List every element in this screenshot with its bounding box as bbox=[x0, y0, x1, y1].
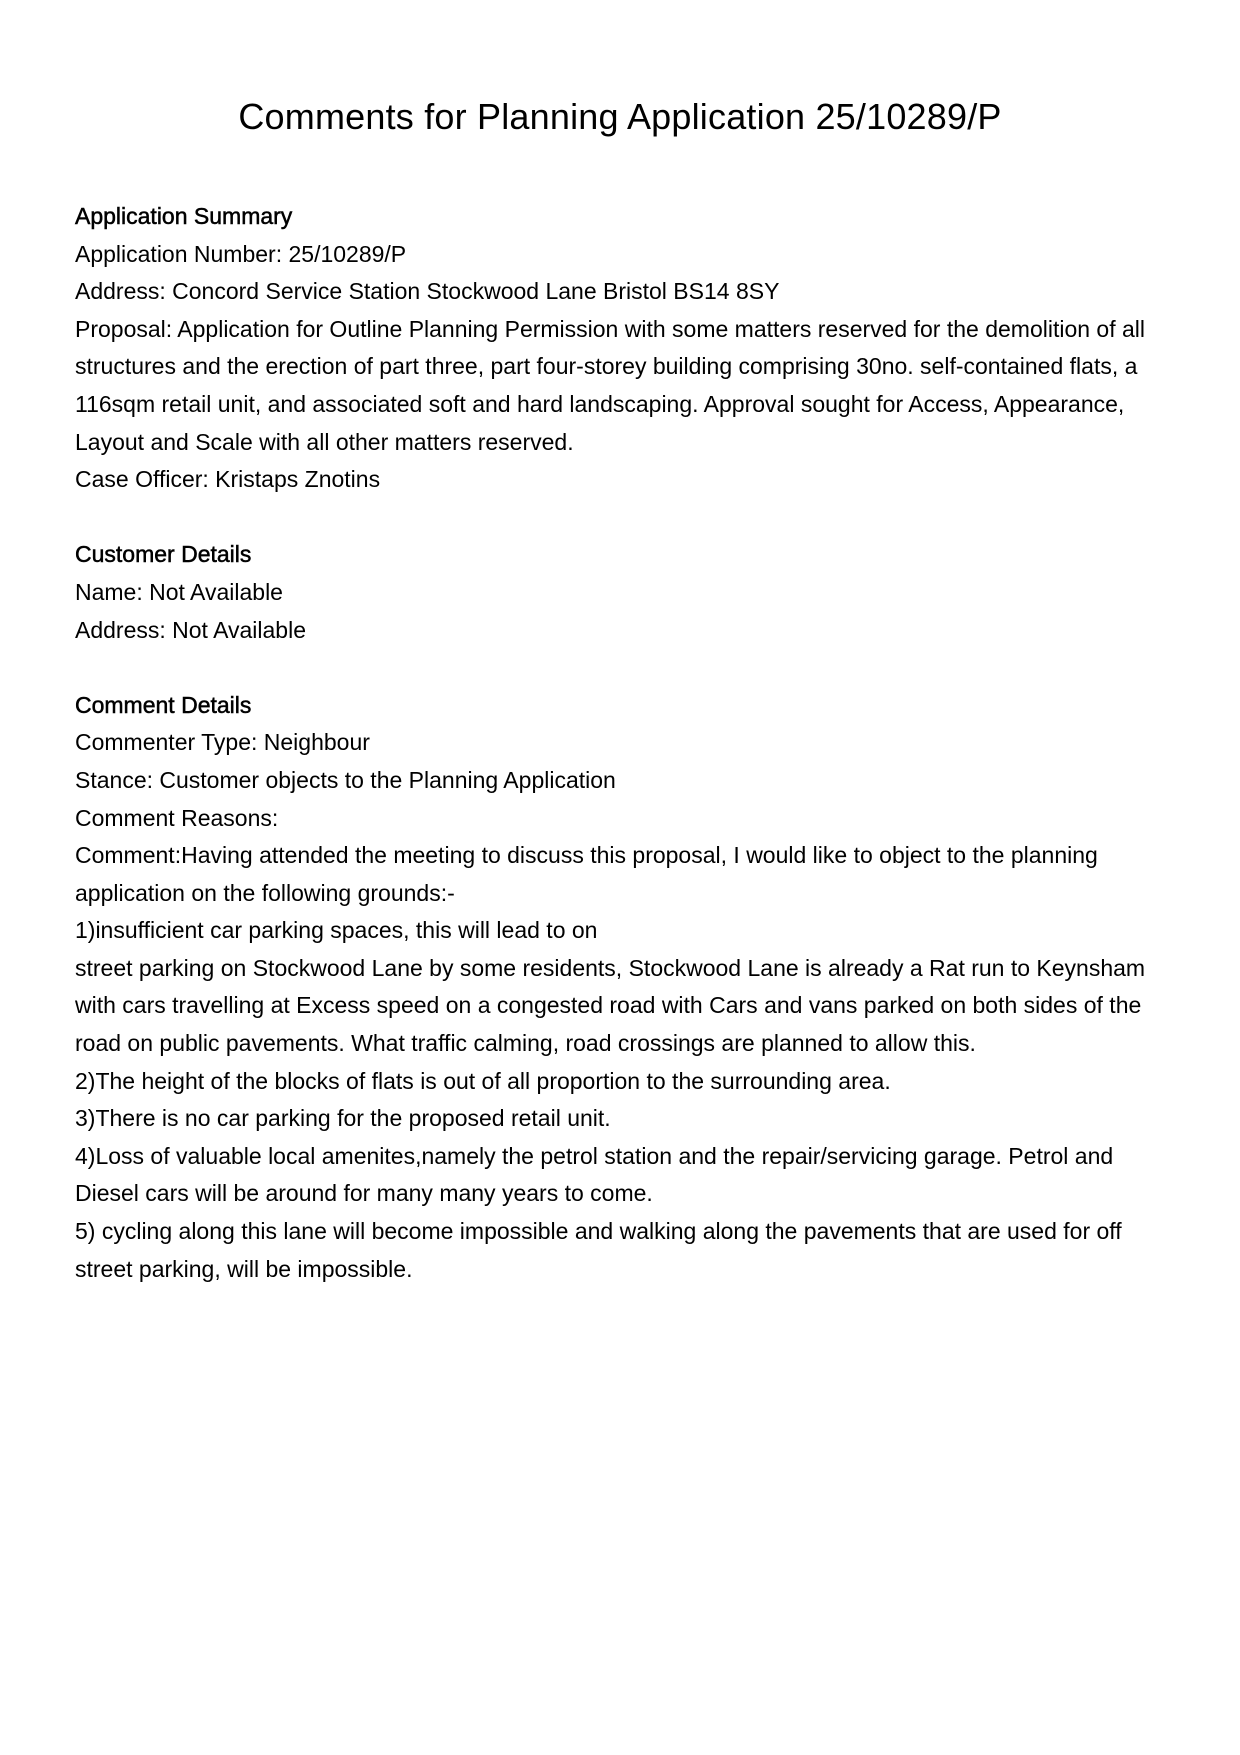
comment-details-section bbox=[75, 687, 1175, 1289]
application-summary-heading: Application Summary bbox=[75, 203, 293, 229]
customer-details-section bbox=[75, 536, 1175, 649]
comment-line: 1)insufficient car parking spaces, this will lead to on bbox=[75, 917, 598, 944]
application-summary-section bbox=[75, 198, 1175, 499]
customer-address: Address: Not Available bbox=[75, 616, 306, 643]
comment-line: Comment:Having attended the meeting to discuss this proposal, I would like to object to the planning bbox=[75, 842, 1098, 869]
comment-stance: Stance: Customer objects to the Planning Application bbox=[75, 766, 616, 793]
customer-details-heading: Customer Details bbox=[75, 541, 252, 568]
application-address: Address: Concord Service Station Stockwood Lane Bristol BS14 8SY bbox=[75, 278, 780, 305]
customer-name: Name: Not Available bbox=[75, 578, 283, 605]
case-officer: Case Officer: Kristaps Znotins bbox=[75, 466, 381, 493]
comment-line: 4)Loss of valuable local amenites,namely the petrol station and the repair/servicing garage. Petrol and Diesel cars will be around for many many years to come. bbox=[75, 1142, 1114, 1207]
application-proposal: Proposal: Application for Outline Planning Permission with some matters reserved for the demolition of all structures and the erection of part three, part four-storey building comprising 30no. self-contained flats, a 116sqm retail unit, and associated soft and hard landscaping. Approval sought for Access, Appearance, Layout and Scale with all other matters reserved. bbox=[75, 315, 1146, 455]
comment-line: street parking on Stockwood Lane by some residents, Stockwood Lane is already a Rat run to Keynsham with cars travelling at Excess speed on a congested road with Cars and vans parked on both sides of the road on public pavements. What traffic calming, road crossings are planned to allow this. bbox=[75, 954, 1146, 1057]
comment-line: 5) cycling along this lane will become impossible and walking along the pavements that are used for off street parking, will be impossible. bbox=[75, 1218, 1122, 1282]
application-number: Application Number: 25/10289/P bbox=[75, 240, 407, 267]
document-content bbox=[75, 198, 1175, 1288]
comment-reasons: Comment Reasons: bbox=[75, 804, 279, 831]
commenter-type: Commenter Type: Neighbour bbox=[75, 729, 370, 756]
comment-line: application on the following grounds:- bbox=[75, 879, 455, 906]
comment-line: 3)There is no car parking for the proposed retail unit. bbox=[75, 1105, 611, 1132]
comment-line: 2)The height of the blocks of flats is out of all proportion to the surrounding area. bbox=[75, 1067, 891, 1094]
document-title: Comments for Planning Application 25/10289/P bbox=[238, 96, 1002, 137]
comment-details-heading: Comment Details bbox=[75, 691, 252, 718]
